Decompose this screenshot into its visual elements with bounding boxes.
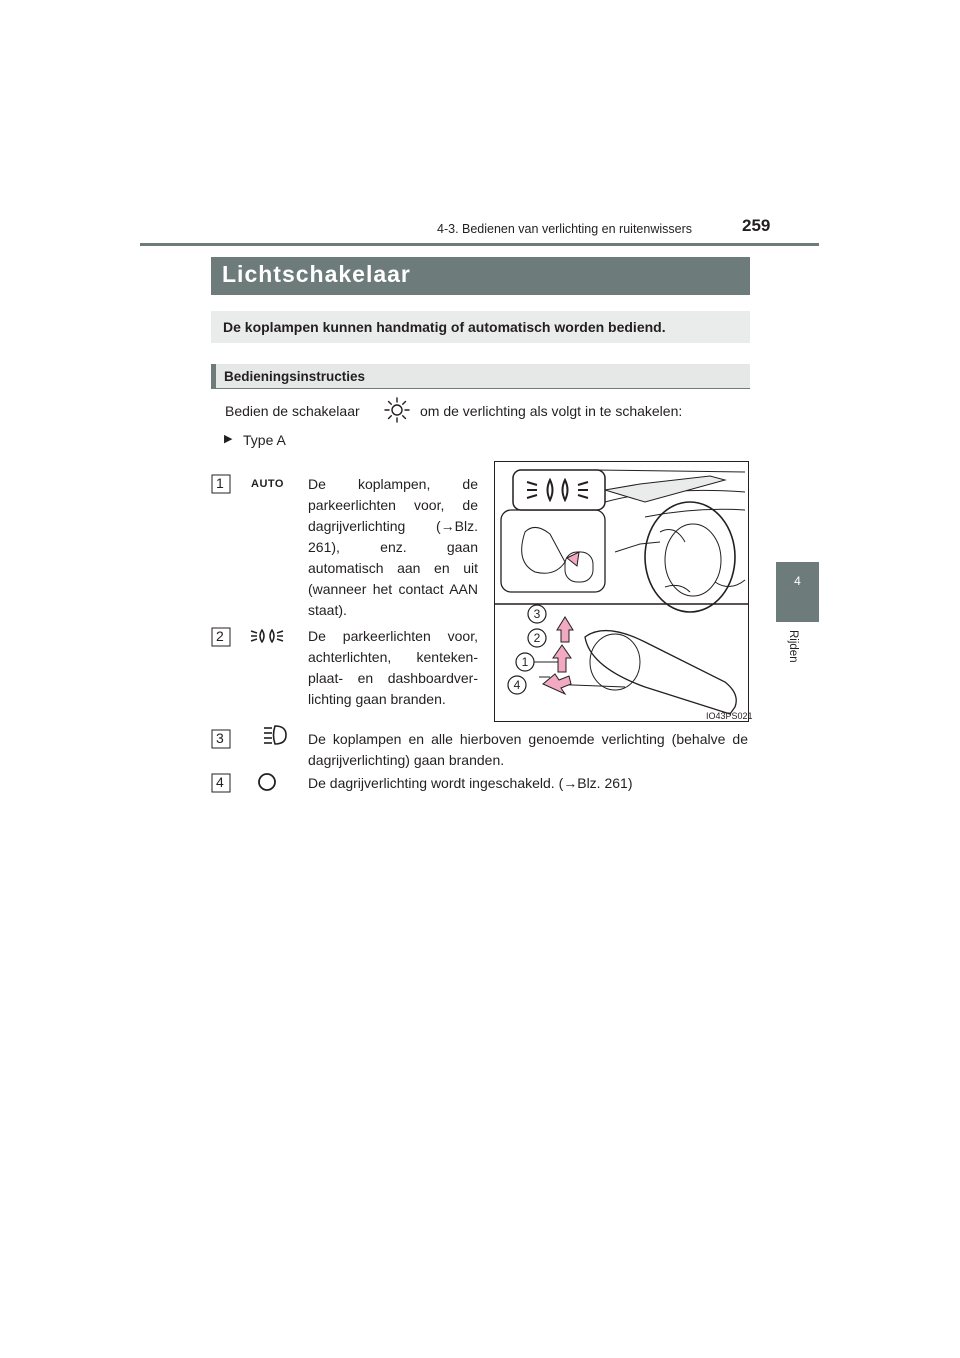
subheading: Bedieningsinstructies [224,369,366,384]
figure-code: IO43PS021 [706,711,753,721]
subheading-accent [211,364,216,389]
callout-4: 4 [513,678,521,692]
light-switch-icon [383,396,411,424]
type-label: Type A [243,432,286,448]
page-number: 259 [742,216,771,235]
auto-position-icon: AUTO [251,478,284,490]
chapter-tab [776,562,819,620]
chapter-number: 4 [794,574,801,588]
item-number: 2 [216,628,224,644]
page-title: Lichtschakelaar [222,261,411,287]
callout-3: 3 [533,607,541,621]
section-header: 4-3. Bedienen van verlichting en ruitenwissers [437,222,692,236]
light-switch-illustration [495,462,748,721]
item-text: De koplampen en alle hierboven genoemde verlichting (behalve de dagrijverlichting) gaan branden. [308,731,748,768]
item-text: De dagrijverlichting wordt ingeschakeld. (→Blz. 261) [308,775,633,791]
header-rule [140,243,819,246]
headlight-icon [262,724,288,746]
item-number: 1 [216,475,224,491]
chapter-label-text: Rijden [787,630,799,663]
triangle-bullet-icon: ▶ [224,433,233,445]
off-position-icon [256,771,278,793]
item-text: De parkeerlichten voor, achterlichten, kenteken- plaat- en dashboardver- lichting gaan branden. [308,628,478,707]
parking-lights-icon [249,626,285,646]
callout-1: 1 [521,655,529,669]
intro-text: De koplampen kunnen handmatig of automatisch worden bediend. [223,319,666,335]
item-number: 4 [216,774,224,790]
lead-text-after: om de verlichting als volgt in te schakelen: [420,403,683,419]
item-number: 3 [216,730,224,746]
item-text: De koplampen, de parkeerlichten voor, de dagrijverlichting (→Blz. 261), enz. gaan automatisch aan en uit (wanneer het contact AAN staat). [308,476,478,618]
chapter-label [785,630,799,680]
lead-text-before: Bedien de schakelaar [225,403,360,419]
chapter-tab-line [776,620,819,622]
callout-2: 2 [533,631,541,645]
